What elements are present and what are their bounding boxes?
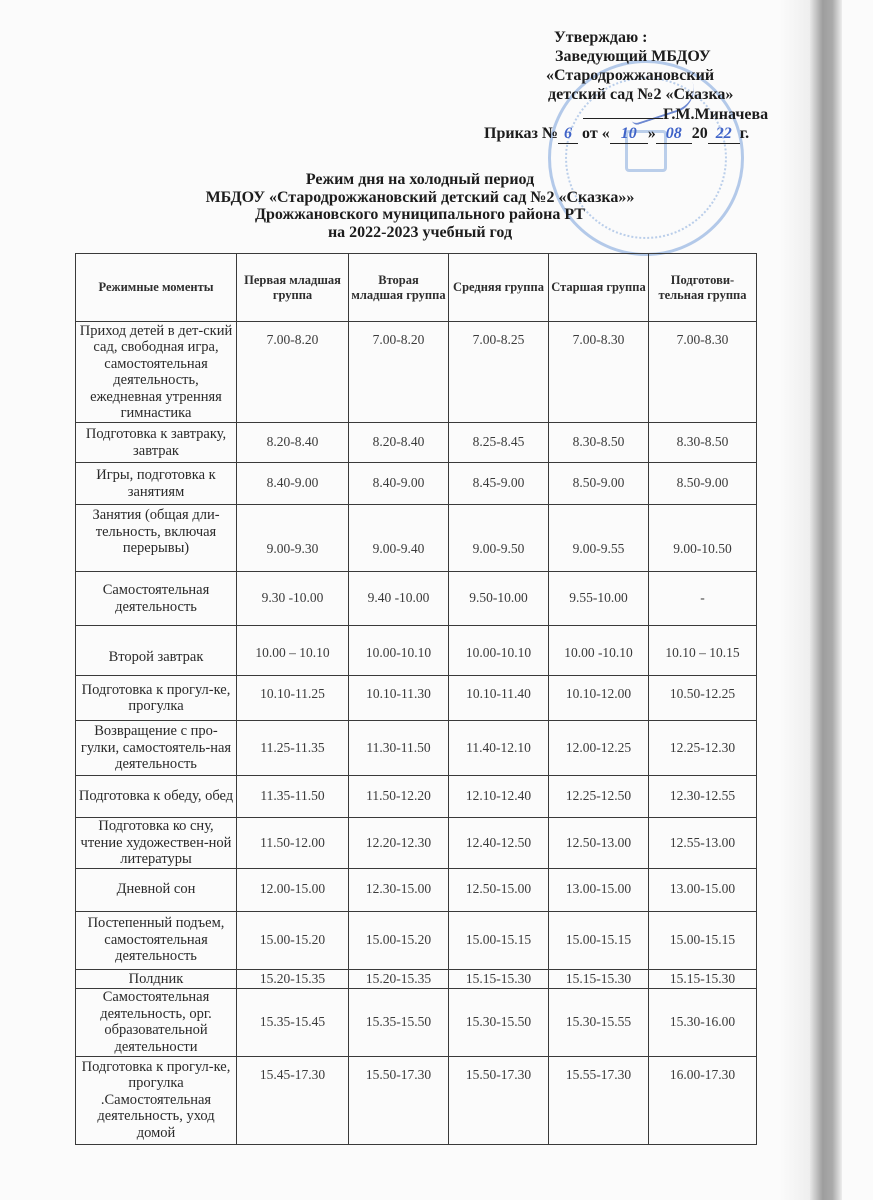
approval-line: Утверждаю :	[554, 29, 648, 46]
time-cell: 10.50-12.25	[649, 676, 757, 721]
signature-line	[583, 104, 663, 119]
time-cell: 11.25-11.35	[237, 721, 349, 776]
schedule-table	[75, 253, 757, 1145]
time-cell: 12.25-12.30	[649, 721, 757, 776]
activity-cell: Дневной сон	[76, 868, 237, 911]
time-cell: 8.30-8.50	[649, 423, 757, 463]
time-cell: 9.00-10.50	[649, 505, 757, 572]
time-cell: 15.15-15.30	[649, 969, 757, 988]
table-row	[76, 911, 757, 969]
time-cell: 10.10 – 10.15	[649, 626, 757, 676]
activity-cell: Самостоятельная деятельность	[76, 572, 237, 626]
approval-line: «Стародрожжановский	[546, 67, 715, 84]
time-cell: 15.35-15.50	[349, 988, 449, 1056]
time-cell: -	[649, 572, 757, 626]
time-cell: 15.30-15.55	[549, 988, 649, 1056]
order-line	[480, 124, 800, 144]
time-cell: 11.35-11.50	[237, 776, 349, 818]
table-row	[76, 463, 757, 505]
approval-block	[480, 28, 800, 144]
table-row	[76, 572, 757, 626]
activity-cell: Подготовка к прогул-ке, прогулка	[76, 676, 237, 721]
order-year-prefix: 20	[691, 125, 708, 142]
table-row	[76, 988, 757, 1056]
time-cell: 9.40 -10.00	[349, 572, 449, 626]
time-cell: 15.20-15.35	[237, 969, 349, 988]
signatory-line	[480, 104, 800, 124]
time-cell: 15.00-15.20	[349, 911, 449, 969]
table-row	[76, 868, 757, 911]
column-header: Подготови-тельная группа	[649, 254, 757, 322]
order-day: 10	[610, 124, 648, 144]
table-row	[76, 423, 757, 463]
activity-cell: Подготовка ко сну, чтение художествен-ной литературы	[76, 818, 237, 869]
table-row	[76, 721, 757, 776]
order-close: »	[647, 125, 656, 142]
time-cell: 15.20-15.35	[349, 969, 449, 988]
order-suffix: г.	[739, 125, 750, 142]
table-row	[76, 626, 757, 676]
activity-cell: Подготовка к завтраку, завтрак	[76, 423, 237, 463]
time-cell: 8.40-9.00	[349, 463, 449, 505]
activity-cell: Подготовка к обеду, обед	[76, 776, 237, 818]
order-number: 6	[558, 124, 578, 144]
time-cell: 9.00-9.30	[237, 505, 349, 572]
activity-cell: Самостоятельная деятельность, орг. образовательной деятельности	[76, 988, 237, 1056]
column-header: Первая младшая группа	[237, 254, 349, 322]
time-cell: 8.50-9.00	[649, 463, 757, 505]
time-cell: 8.40-9.00	[237, 463, 349, 505]
table-row	[76, 505, 757, 572]
time-cell: 15.50-17.30	[449, 1056, 549, 1144]
time-cell: 7.00-8.20	[237, 322, 349, 423]
approval-line: детский сад №2 «Сказка»	[548, 86, 734, 103]
table-row	[76, 676, 757, 721]
activity-cell: Игры, подготовка к занятиям	[76, 463, 237, 505]
time-cell: 8.50-9.00	[549, 463, 649, 505]
time-cell: 12.00-12.25	[549, 721, 649, 776]
time-cell: 12.30-12.55	[649, 776, 757, 818]
table-row	[76, 1056, 757, 1144]
order-prefix: Приказ №	[484, 125, 559, 142]
time-cell: 15.15-15.30	[449, 969, 549, 988]
time-cell: 12.25-12.50	[549, 776, 649, 818]
time-cell: 12.20-12.30	[349, 818, 449, 869]
time-cell: 7.00-8.30	[549, 322, 649, 423]
time-cell: 8.20-8.40	[237, 423, 349, 463]
time-cell: 12.10-12.40	[449, 776, 549, 818]
title-line: на 2022-2023 учебный год	[327, 223, 513, 241]
signatory-name: Г.М.Миначева	[663, 106, 769, 123]
title-line: МБДОУ «Стародрожжановский детский сад №2 «Сказка»»	[205, 188, 635, 206]
time-cell: 15.55-17.30	[549, 1056, 649, 1144]
time-cell: 15.00-15.20	[237, 911, 349, 969]
time-cell: 12.40-12.50	[449, 818, 549, 869]
table-row	[76, 969, 757, 988]
time-cell: 12.00-15.00	[237, 868, 349, 911]
time-cell: 10.00 – 10.10	[237, 626, 349, 676]
activity-cell: Второй завтрак	[76, 626, 237, 676]
time-cell: 9.30 -10.00	[237, 572, 349, 626]
time-cell: 15.30-16.00	[649, 988, 757, 1056]
order-year: 22	[708, 124, 740, 144]
time-cell: 15.00-15.15	[449, 911, 549, 969]
time-cell: 7.00-8.20	[349, 322, 449, 423]
table-row	[76, 322, 757, 423]
time-cell: 15.45-17.30	[237, 1056, 349, 1144]
activity-cell: Занятия (общая дли-тельность, включая перерывы)	[76, 505, 237, 572]
scan-shadow	[780, 0, 810, 1200]
column-header: Режимные моменты	[76, 254, 237, 322]
scan-edge-band	[810, 0, 842, 1200]
document-title	[150, 171, 690, 241]
time-cell: 10.00-10.10	[449, 626, 549, 676]
time-cell: 10.10-11.40	[449, 676, 549, 721]
time-cell: 8.25-8.45	[449, 423, 549, 463]
order-from: от «	[582, 125, 610, 142]
time-cell: 11.50-12.20	[349, 776, 449, 818]
time-cell: 10.00 -10.10	[549, 626, 649, 676]
time-cell: 7.00-8.25	[449, 322, 549, 423]
time-cell: 12.50-15.00	[449, 868, 549, 911]
time-cell: 9.50-10.00	[449, 572, 549, 626]
activity-cell: Приход детей в дет-ский сад, свободная игра, самостоятельная деятельность, ежедневная утренняя гимнастика	[76, 322, 237, 423]
time-cell: 15.30-15.50	[449, 988, 549, 1056]
time-cell: 12.55-13.00	[649, 818, 757, 869]
time-cell: 9.55-10.00	[549, 572, 649, 626]
column-header: Средняя группа	[449, 254, 549, 322]
time-cell: 16.00-17.30	[649, 1056, 757, 1144]
time-cell: 10.10-11.25	[237, 676, 349, 721]
time-cell: 10.10-11.30	[349, 676, 449, 721]
table-row	[76, 818, 757, 869]
activity-cell: Постепенный подъем, самостоятельная деятельность	[76, 911, 237, 969]
table-row	[76, 776, 757, 818]
time-cell: 15.15-15.30	[549, 969, 649, 988]
time-cell: 11.40-12.10	[449, 721, 549, 776]
time-cell: 13.00-15.00	[549, 868, 649, 911]
activity-cell: Полдник	[76, 969, 237, 988]
time-cell: 15.00-15.15	[649, 911, 757, 969]
time-cell: 15.00-15.15	[549, 911, 649, 969]
time-cell: 11.50-12.00	[237, 818, 349, 869]
column-header: Вторая младшая группа	[349, 254, 449, 322]
time-cell: 10.10-12.00	[549, 676, 649, 721]
time-cell: 12.30-15.00	[349, 868, 449, 911]
time-cell: 12.50-13.00	[549, 818, 649, 869]
title-line: Режим дня на холодный период	[305, 171, 535, 188]
time-cell: 8.30-8.50	[549, 423, 649, 463]
time-cell: 9.00-9.50	[449, 505, 549, 572]
activity-cell: Подготовка к прогул-ке, прогулка .Самостоятельная деятельность, уход домой	[76, 1056, 237, 1144]
time-cell: 9.00-9.55	[549, 505, 649, 572]
time-cell: 8.45-9.00	[449, 463, 549, 505]
time-cell: 8.20-8.40	[349, 423, 449, 463]
time-cell: 15.35-15.45	[237, 988, 349, 1056]
activity-cell: Возвращение с про-гулки, самостоятель-ная деятельность	[76, 721, 237, 776]
time-cell: 10.00-10.10	[349, 626, 449, 676]
time-cell: 9.00-9.40	[349, 505, 449, 572]
time-cell: 13.00-15.00	[649, 868, 757, 911]
time-cell: 11.30-11.50	[349, 721, 449, 776]
time-cell: 15.50-17.30	[349, 1056, 449, 1144]
column-header: Старшая группа	[549, 254, 649, 322]
order-month: 08	[656, 124, 692, 144]
table-header-row	[76, 254, 757, 322]
time-cell: 7.00-8.30	[649, 322, 757, 423]
title-line: Дрожжановского муниципального района РТ	[255, 206, 585, 223]
approval-line: Заведующий МБДОУ	[555, 48, 711, 65]
